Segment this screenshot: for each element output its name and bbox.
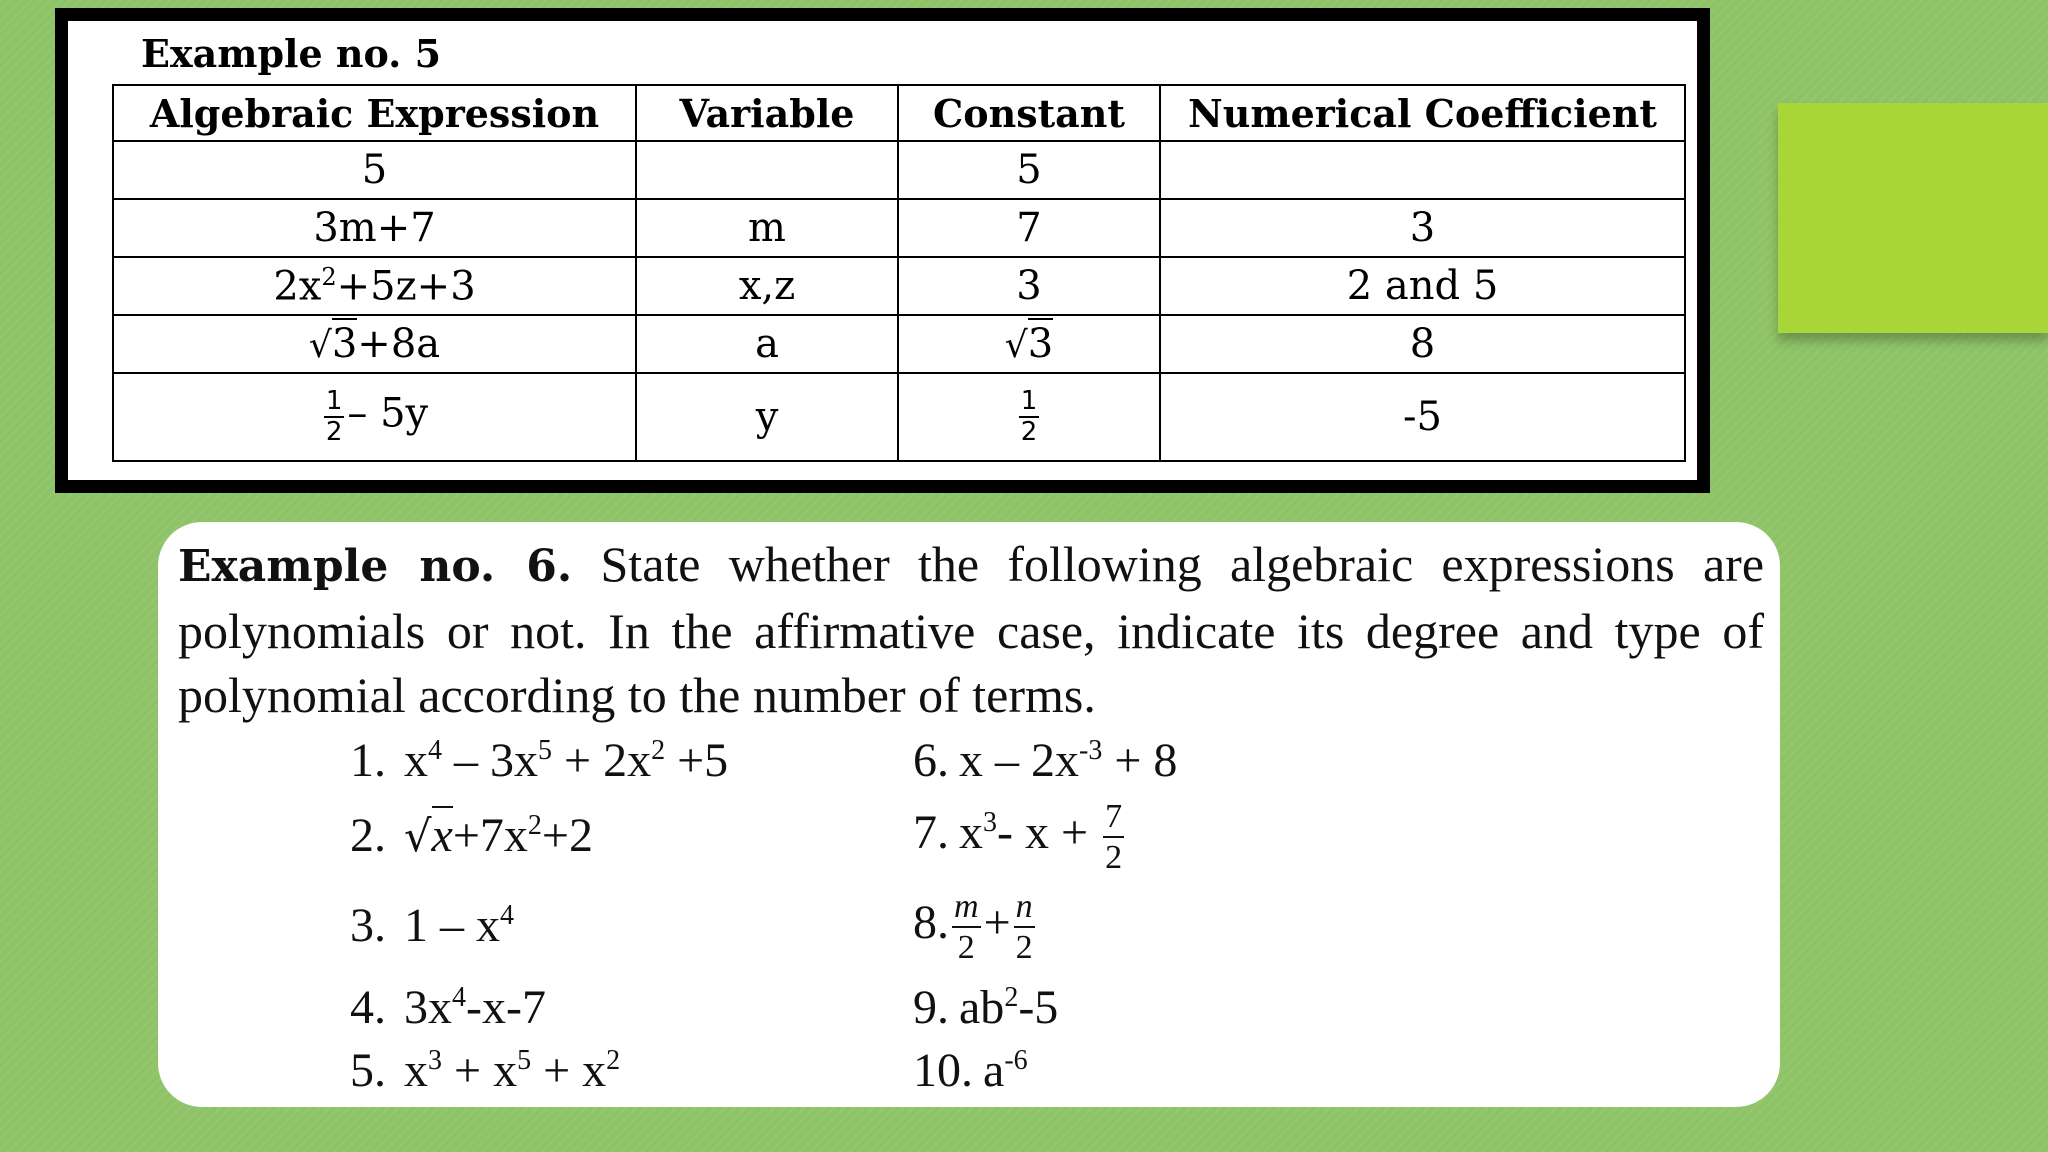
expr-part: +5 [665, 734, 729, 787]
radicand: 3 [332, 318, 357, 367]
table-row [113, 141, 1685, 199]
fraction-denominator: 2 [957, 929, 975, 967]
exponent: 2 [606, 1045, 621, 1076]
expr-rest: – 5y [347, 391, 429, 437]
exponent: -6 [1004, 1045, 1028, 1076]
cell-coefficient: 8 [1160, 315, 1685, 373]
expr-part: x [404, 1044, 428, 1097]
expr-part: – 3x [442, 734, 538, 787]
expr-part: +2 [541, 809, 593, 862]
list-item [350, 899, 514, 952]
list-item [350, 1044, 621, 1097]
expr-part: - x + [997, 806, 1101, 860]
list-item [913, 981, 1059, 1034]
fraction-numerator: 7 [1103, 797, 1124, 838]
expr-part: + 8 [1102, 734, 1178, 787]
list-item [913, 797, 1127, 877]
expr-base: 2x [273, 263, 322, 310]
item-number: 8. [913, 896, 949, 950]
fraction-denominator: 2 [1015, 929, 1033, 967]
cell-expression [113, 373, 636, 461]
fraction-denominator: 2 [1020, 417, 1038, 447]
sqrt-icon: √ [1004, 325, 1028, 366]
table-row [113, 257, 1685, 315]
example6-card [158, 522, 1780, 1107]
cell-coefficient: 3 [1160, 199, 1685, 257]
expr-part: 1 – x [404, 899, 500, 952]
expr-exponent: 2 [321, 262, 337, 291]
cell-expression [113, 315, 636, 373]
fraction-denominator: 2 [1105, 839, 1123, 877]
expr-rest: +5z+3 [336, 263, 476, 310]
list-item [913, 887, 1038, 967]
fraction-numerator: 1 [1020, 386, 1038, 417]
header-numerical-coefficient: Numerical Coefficient [1160, 85, 1685, 141]
cell-constant [898, 373, 1160, 461]
fraction-numerator: n [1014, 887, 1035, 928]
exponent: 5 [538, 735, 552, 766]
sqrt-icon: √ [404, 812, 432, 862]
item-number: 7. [913, 806, 949, 860]
cell-coefficient: 2 and 5 [1160, 257, 1685, 315]
exponent: 2 [1004, 982, 1019, 1013]
radicand-variable: x [431, 809, 453, 862]
exponent: -3 [1079, 735, 1103, 766]
example5-title: Example no. 5 [141, 31, 442, 76]
expr-part: + x [442, 1044, 518, 1097]
fraction [324, 387, 345, 446]
item-number: 4. [350, 981, 386, 1034]
expr-part: + x [531, 1044, 607, 1097]
expr-part: ab [959, 981, 1005, 1034]
list-item [350, 809, 593, 862]
cell-expression [113, 257, 636, 315]
list-item [913, 734, 1178, 787]
example6-instruction [178, 532, 1764, 727]
table-row [113, 315, 1685, 373]
item-number: 1. [350, 734, 386, 787]
list-item [350, 981, 546, 1034]
instruction-text: State whether the following algebraic expressions are polynomials or not. In the affirmative case, indicate its degree and type of polynomial according to the number of terms. [178, 536, 1765, 723]
expr-part: +7x [452, 809, 528, 862]
item-number: 9. [913, 981, 949, 1034]
expr-part: x [959, 806, 983, 860]
list-item [350, 734, 729, 787]
cell-variable: a [636, 315, 898, 373]
exponent: 4 [428, 735, 442, 766]
item-number: 5. [350, 1044, 386, 1097]
cell-variable: x,z [636, 257, 898, 315]
cell-constant: 7 [898, 199, 1160, 257]
expr-rest: +8a [357, 321, 441, 367]
example6-label: Example no. 6. [178, 541, 573, 592]
fraction-numerator: 1 [325, 386, 343, 417]
fraction [1103, 797, 1124, 877]
fraction [1014, 887, 1035, 967]
item-number: 2. [350, 809, 386, 862]
expr-part: a [983, 1044, 1005, 1097]
cell-constant: 5 [898, 141, 1160, 199]
radicand: 3 [1028, 318, 1053, 367]
expr-part: -x-7 [466, 981, 546, 1034]
table-row [113, 199, 1685, 257]
expr-part: x [404, 734, 428, 787]
cell-variable [636, 141, 898, 199]
fraction [952, 887, 981, 967]
exponent: 3 [983, 807, 997, 839]
exponent: 3 [428, 1045, 442, 1076]
item-number: 6. [913, 734, 949, 787]
exponent: 2 [651, 735, 666, 766]
exponent: 2 [527, 810, 542, 841]
exponent: 4 [500, 900, 514, 931]
cell-expression: 3m+7 [113, 199, 636, 257]
expression-table [112, 84, 1686, 462]
cell-coefficient: -5 [1160, 373, 1685, 461]
cell-constant [898, 315, 1160, 373]
radicand [432, 806, 453, 862]
cell-coefficient [1160, 141, 1685, 199]
sqrt-icon: √ [308, 325, 332, 366]
header-algebraic-expression: Algebraic Expression [113, 85, 636, 141]
exponent: 5 [517, 1045, 532, 1076]
cell-variable: m [636, 199, 898, 257]
expr-part: -5 [1018, 981, 1059, 1034]
exponent: 4 [452, 982, 466, 1013]
item-number: 3. [350, 899, 386, 952]
item-number: 10. [913, 1044, 973, 1097]
header-constant: Constant [898, 85, 1160, 141]
cell-constant: 3 [898, 257, 1160, 315]
fraction-denominator: 2 [325, 417, 343, 447]
expr-part: 3x [404, 981, 452, 1034]
list-item [913, 1044, 1028, 1097]
cell-variable: y [636, 373, 898, 461]
header-variable: Variable [636, 85, 898, 141]
table-row [113, 373, 1685, 461]
expr-part: x – 2x [959, 734, 1079, 787]
accent-green-block [1778, 103, 2048, 333]
plus-sign: + [983, 896, 1011, 950]
cell-expression: 5 [113, 141, 636, 199]
fraction-numerator: m [952, 887, 981, 928]
fraction [1019, 387, 1040, 446]
example5-frame [55, 8, 1710, 493]
table-header-row [113, 85, 1685, 141]
expr-part: + 2x [552, 734, 652, 787]
